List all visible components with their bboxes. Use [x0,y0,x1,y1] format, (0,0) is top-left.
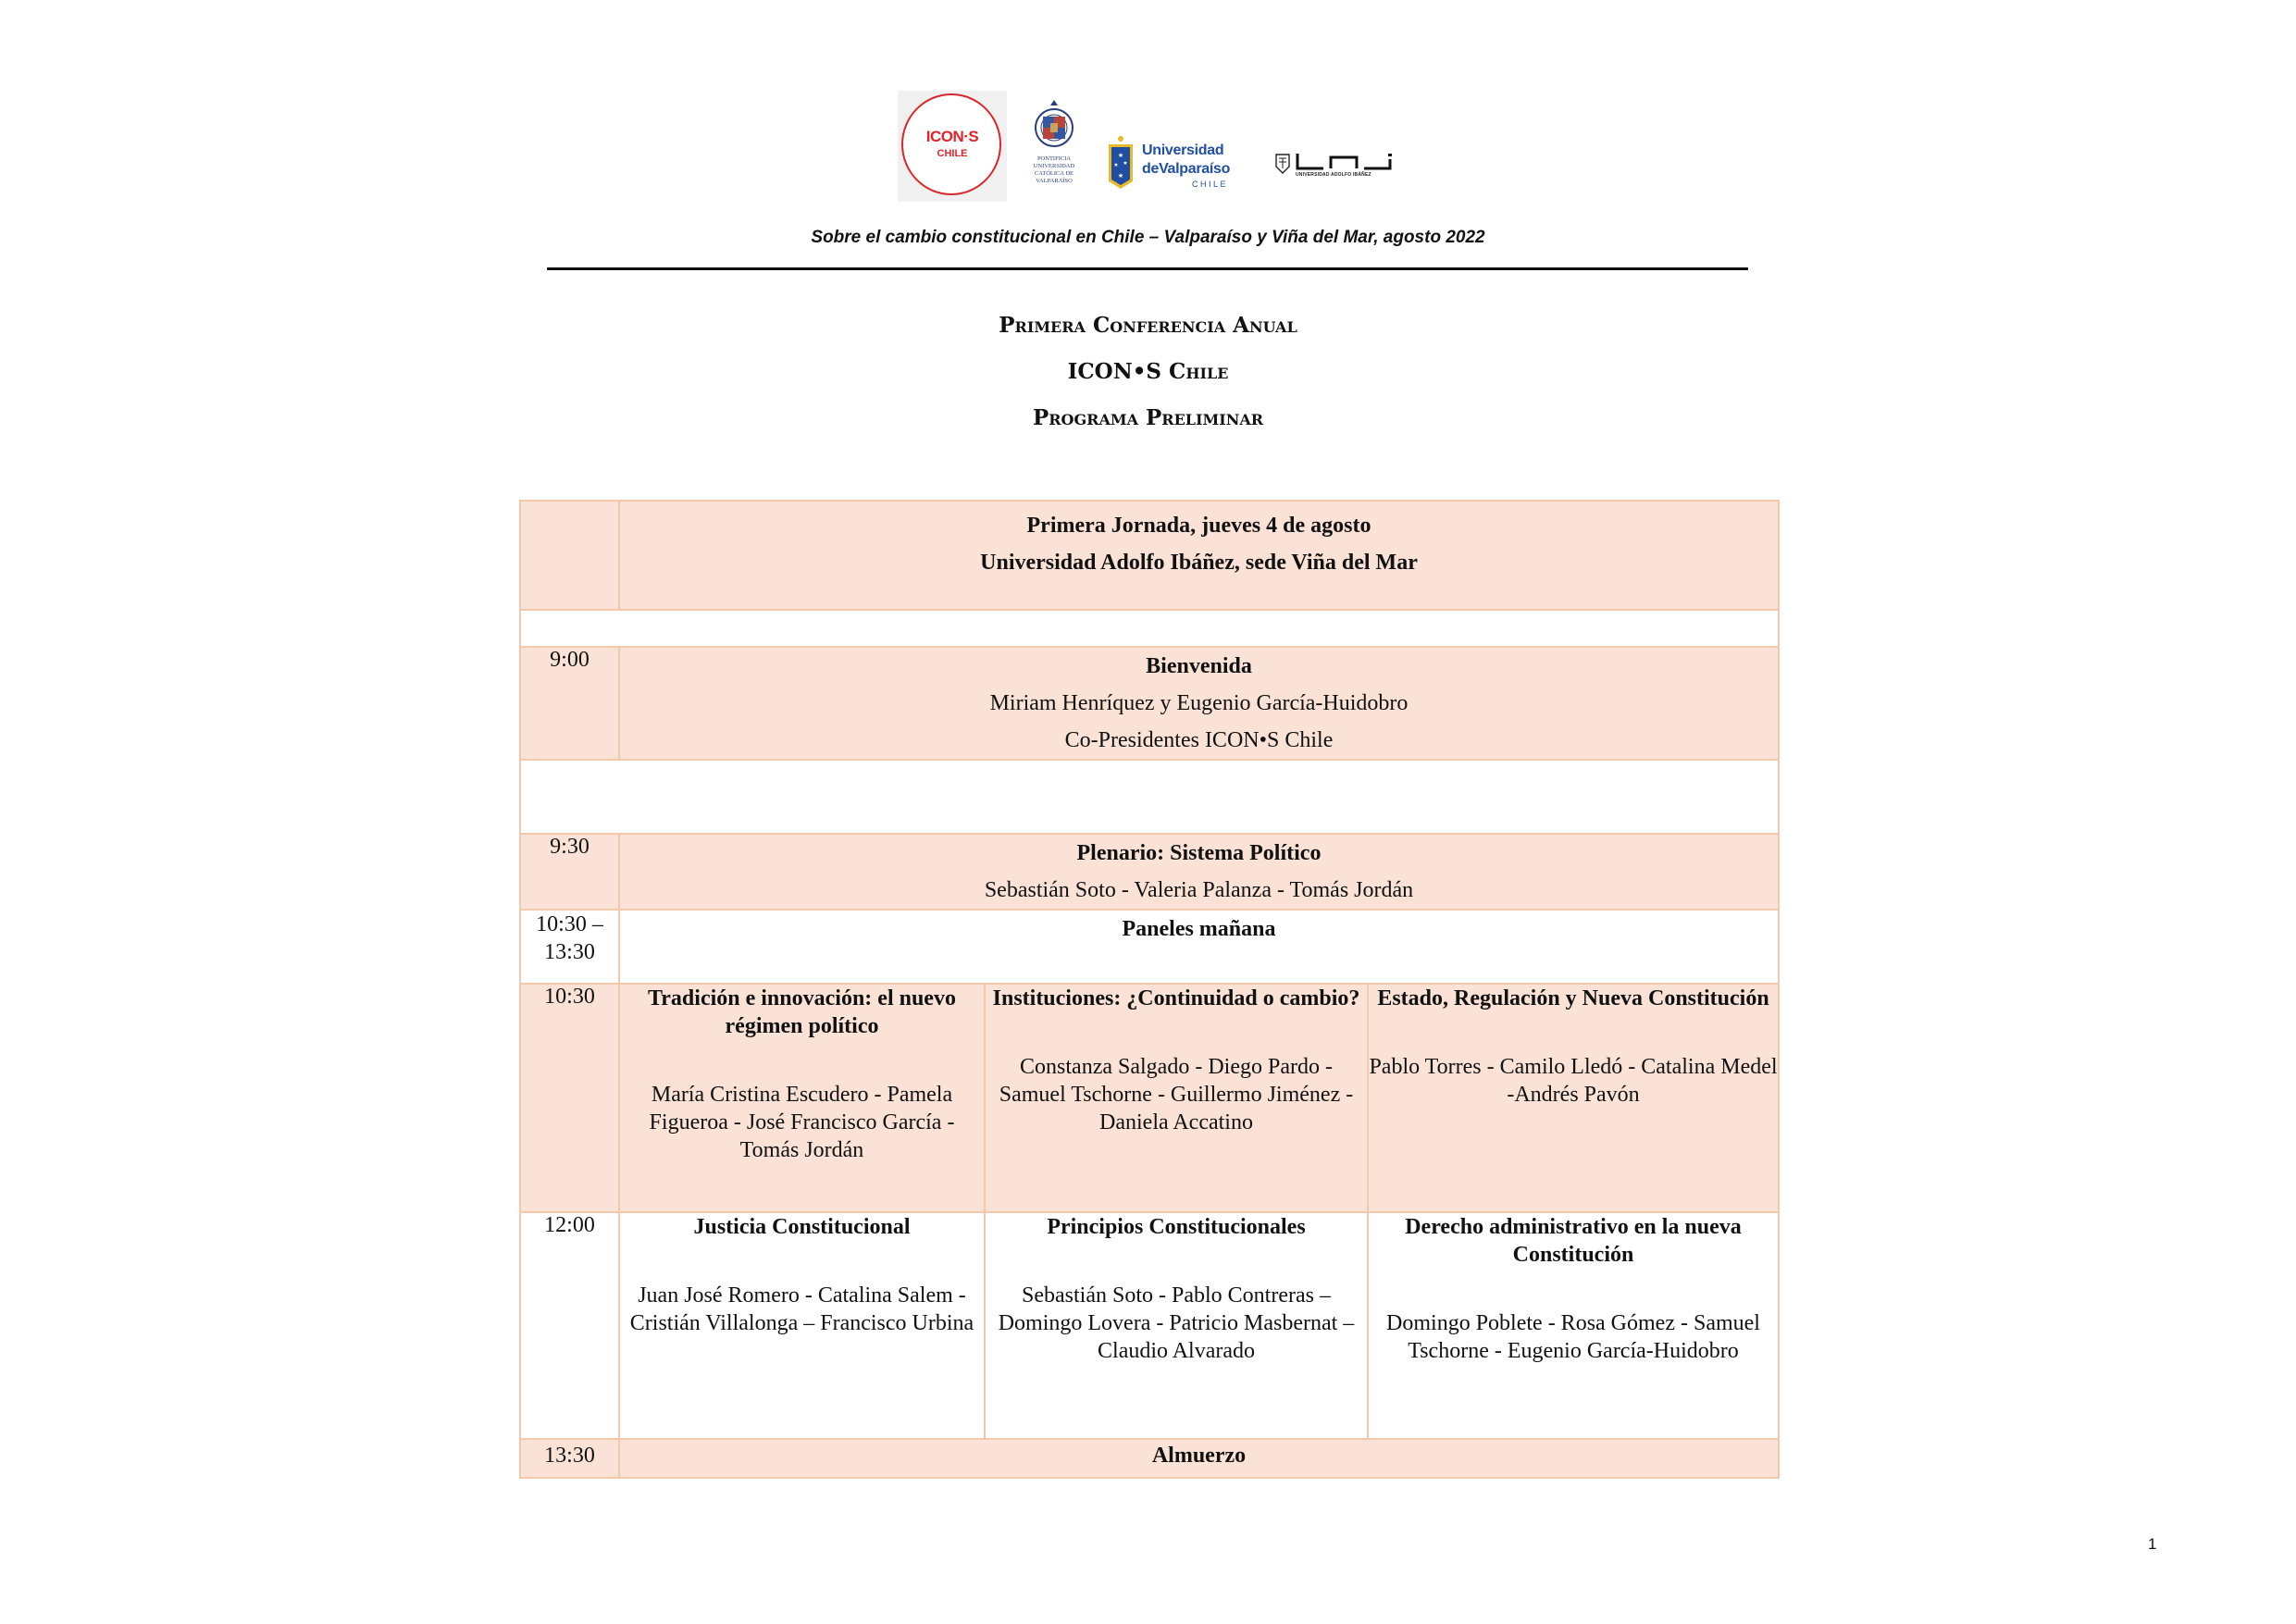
session-title: Plenario: Sistema Político [1076,841,1322,865]
day-header-row [520,501,1779,610]
pucv-seal-icon [1033,98,1075,154]
svg-text:★: ★ [1123,160,1128,167]
panel-cell [985,984,1368,1212]
session-cell [619,647,1779,760]
session-cell [619,834,1779,910]
schedule-row-plenary [520,834,1779,910]
day-header-venue: Universidad Adolfo Ibáñez, sede Viña del Mar [980,551,1418,575]
uai-logo [1275,152,1405,183]
panel-cell [619,984,985,1212]
spacer-cell [520,760,1779,834]
conference-title: Primera Conferencia Anual [999,313,1297,338]
uv-logo-line1: Universidad [1142,143,1224,158]
panel-speakers: Domingo Poblete - Rosa Gómez - Samuel Tschorne - Eugenio García-Huidobro [1386,1311,1760,1363]
uv-shield-icon [1107,135,1135,191]
program-title: Programa Preliminar [1032,405,1264,430]
session-title: Almuerzo [1151,1444,1247,1468]
time-cell: 10:30 [520,984,619,1212]
panel-speakers: Sebastián Soto - Pablo Contreras – Domingo Lovera - Patricio Masbernat – Claudio Alvarado [998,1283,1355,1363]
document-subtitle: Sobre el cambio constitucional en Chile – Valparaíso y Viña del Mar, agosto 2022 [811,228,1485,247]
day-header-time-cell [520,501,619,610]
icons-logo-text: ICON·S [925,128,979,145]
time-cell: 9:00 [520,647,619,760]
uai-wordmark-icon [1296,154,1397,170]
time-cell: 9:30 [520,834,619,910]
uai-crest-icon [1275,154,1290,174]
uai-logo-text: UNIVERSIDAD ADOLFO IBÁÑEZ [1296,172,1371,178]
icons-chile-logo [898,91,1007,202]
session-title: Paneles mañana [1122,917,1276,941]
day-header-cell [619,501,1779,610]
panel-row [520,1212,1779,1439]
uv-logo [1107,135,1246,200]
spacer-row [520,610,1779,647]
header-divider [547,267,1748,270]
panel-speakers: Pablo Torres - Camilo Lledó - Catalina Medel -Andrés Pavón [1369,1055,1778,1107]
day-header-date: Primera Jornada, jueves 4 de agosto [1026,514,1371,538]
uv-logo-line2: deValparaíso [1142,161,1231,177]
session-cell [619,1439,1779,1478]
panel-speakers: Constanza Salgado - Diego Pardo - Samuel Tschorne - Guillermo Jiménez -Daniela Accatino [999,1055,1354,1134]
organization-title [0,359,2296,384]
svg-text:★: ★ [1117,172,1124,180]
spacer-row [520,760,1779,834]
pucv-logo-text: PONTIFICIA UNIVERSIDAD CATÓLICA DE VALPARAÍSO [1033,155,1075,184]
organization-title-prefix: ICON•S [1067,359,1162,384]
panel-cell [985,1212,1368,1439]
icons-logo-subtext: CHILE [937,148,968,159]
session-speakers: Sebastián Soto - Valeria Palanza - Tomás Jordán [984,878,1414,902]
organization-title-suffix: Chile [1169,359,1229,384]
schedule-row-lunch [520,1439,1779,1478]
pucv-logo [1027,98,1081,202]
panel-title: Principios Constitucionales [1047,1215,1306,1239]
svg-text:★: ★ [1113,162,1119,168]
time-cell: 10:30 – 13:30 [520,910,619,984]
panel-cell [1368,984,1779,1212]
panel-title: Justicia Constitucional [693,1215,911,1239]
panel-speakers: Juan José Romero - Catalina Salem - Cristián Villalonga – Francisco Urbina [629,1283,974,1335]
panel-title: Tradición e innovación: el nuevo régimen político [648,986,956,1038]
time-cell: 13:30 [520,1439,619,1478]
panel-cell [619,1212,985,1439]
panel-cell [1368,1212,1779,1439]
session-speakers: Miriam Henríquez y Eugenio García-Huidobro [989,691,1409,715]
session-role: Co-Presidentes ICON•S Chile [1064,728,1334,752]
program-table [519,500,1780,1479]
panel-title: Instituciones: ¿Continuidad o cambio? [992,986,1360,1010]
uv-logo-line3: CHILE [1192,180,1229,189]
spacer-cell [520,610,1779,647]
panel-speakers: María Cristina Escudero - Pamela Figueroa - José Francisco García - Tomás Jordán [649,1083,955,1162]
schedule-row-welcome [520,647,1779,760]
schedule-row-morning-panels [520,910,1779,984]
panel-title: Derecho administrativo en la nueva Constitución [1405,1215,1742,1267]
svg-text:★: ★ [1117,152,1124,159]
page-number: 1 [2148,1535,2157,1553]
panel-title: Estado, Regulación y Nueva Constitución [1377,986,1769,1010]
session-cell [619,910,1779,984]
panel-row [520,984,1779,1212]
logo-strip [888,91,1407,202]
time-cell: 12:00 [520,1212,619,1439]
session-title: Bienvenida [1146,654,1252,678]
